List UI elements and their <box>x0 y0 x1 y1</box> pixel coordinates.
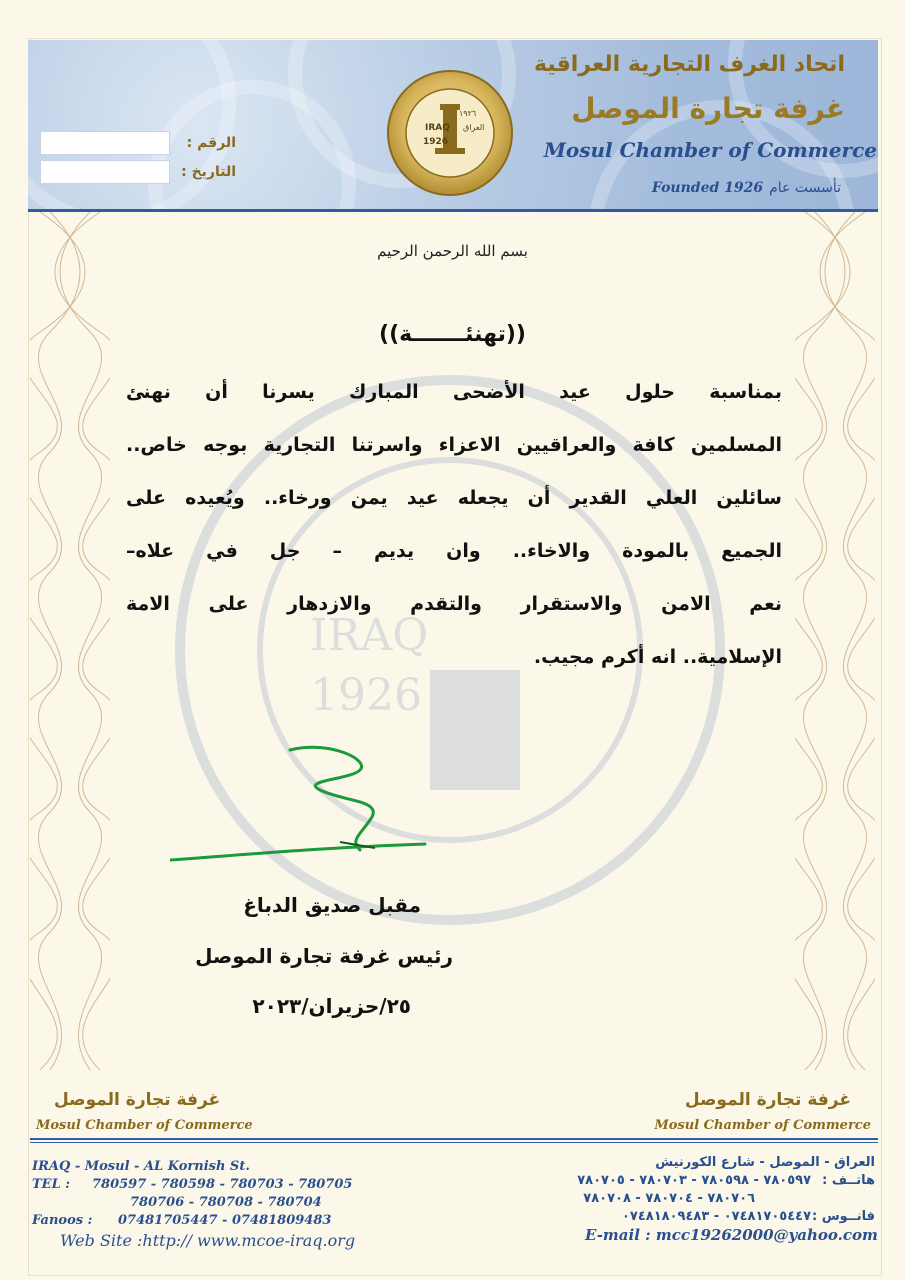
svg-text:العراق: العراق <box>463 123 485 132</box>
body-line-1: بمناسبة حلول عيد الأضحى المبارك يسرنا أن نهنئ <box>126 381 782 403</box>
number-field[interactable] <box>40 131 170 155</box>
footer-left-logo-ar: غرفة تجارة الموصل <box>54 1090 221 1110</box>
tel-label-en: TEL : <box>32 1177 71 1192</box>
tel-line1-en: 780597 - 780598 - 780703 - 780705 <box>92 1177 353 1192</box>
svg-text:1926: 1926 <box>310 670 422 721</box>
letter-body <box>126 366 782 684</box>
footer-tel-ar <box>475 1172 875 1190</box>
svg-text:IRAQ: IRAQ <box>310 610 429 661</box>
tel-label-ar: هاتــف : <box>822 1173 875 1188</box>
footer-fax-en <box>32 1212 355 1230</box>
letter-title: ((تهنئـــــــة)) <box>379 322 526 347</box>
fax-label-en: Fanoos : <box>32 1213 93 1228</box>
svg-text:1926: 1926 <box>423 137 449 147</box>
footer-rule-thin <box>30 1142 878 1143</box>
signer-name: مقبل صديق الدباغ <box>243 893 421 917</box>
body-line-3: سائلين العلي القدير أن يجعله عيد يمن ورخاء.. ويُعيده على <box>126 487 782 509</box>
footer-contact-en <box>32 1158 355 1250</box>
basmala: بسم الله الرحمن الرحيم <box>377 242 528 260</box>
svg-text:١٩٢٦: ١٩٢٦ <box>459 109 477 118</box>
body-line-4: الجميع بالمودة والاخاء.. وان يديم – جل في علاه– <box>126 540 782 562</box>
footer-right-logo-ar: غرفة تجارة الموصل <box>684 1090 851 1110</box>
fax-en: 07481705447 - 07481809483 <box>118 1213 332 1228</box>
svg-text:IRAQ: IRAQ <box>425 123 450 133</box>
footer-right-logo-en: Mosul Chamber of Commerce <box>654 1118 871 1133</box>
union-name-ar: اتحاد الغرف التجارية العراقية <box>534 52 845 77</box>
fax-ar: ٠٧٤٨١٧٠٥٤٤٧ - ٠٧٤٨١٨٠٩٤٨٣ <box>621 1209 811 1224</box>
body-line-6: الإسلامية.. انه أكرم مجيب. <box>533 646 782 668</box>
founded-en: Founded 1926 <box>651 180 764 196</box>
footer-tel-en <box>32 1176 355 1194</box>
number-label: الرقم : <box>186 135 236 151</box>
footer-address-en: IRAQ - Mosul - AL Kornish St. <box>32 1159 250 1174</box>
website-link[interactable]: Web Site :http:// www.mcoe-iraq.org <box>60 1231 356 1250</box>
letter-date: ٢٥/حزيران/٢٠٢٣ <box>252 994 411 1018</box>
number-field-row <box>40 131 236 155</box>
date-field[interactable] <box>40 160 170 184</box>
tel-line2-en: 780706 - 780708 - 780704 <box>130 1195 322 1210</box>
fax-label-ar: فانــوس : <box>812 1209 875 1224</box>
chamber-name-ar: غرفة تجارة الموصل <box>571 92 845 125</box>
footer-left-logo-en: Mosul Chamber of Commerce <box>36 1118 253 1133</box>
founded-ar: تأسست عام <box>769 180 841 196</box>
footer-rule <box>30 1138 878 1140</box>
tel-line2-ar: ٧٨٠٧٠٦ - ٧٨٠٧٠٤ - ٧٨٠٧٠٨ <box>583 1191 755 1206</box>
footer-contact-ar <box>475 1154 878 1244</box>
founded-line <box>652 180 841 196</box>
body-line-2: المسلمين كافة والعراقيين الاعزاء واسرتنا التجارية بوجه خاص.. <box>126 434 782 456</box>
chamber-name-en: Mosul Chamber of Commerce <box>543 138 877 162</box>
footer-address-ar: العراق - الموصل - شارع الكورنيش <box>655 1155 875 1170</box>
signer-title: رئيس غرفة تجارة الموصل <box>195 944 453 968</box>
email-link[interactable]: E-mail : mcc19262000@yahoo.com <box>585 1226 878 1244</box>
date-field-row <box>40 160 236 184</box>
body-line-5: نعم الامن والاستقرار والتقدم والازدهار على الامة <box>126 593 782 615</box>
header-rule <box>28 209 878 212</box>
footer-fax-ar <box>475 1208 875 1226</box>
chamber-seal-icon <box>385 68 515 198</box>
handwritten-signature <box>170 740 430 870</box>
tel-line1-ar: ٧٨٠٥٩٧ - ٧٨٠٥٩٨ - ٧٨٠٧٠٣ - ٧٨٠٧٠٥ <box>577 1173 811 1188</box>
date-label: التاريخ : <box>181 164 236 180</box>
